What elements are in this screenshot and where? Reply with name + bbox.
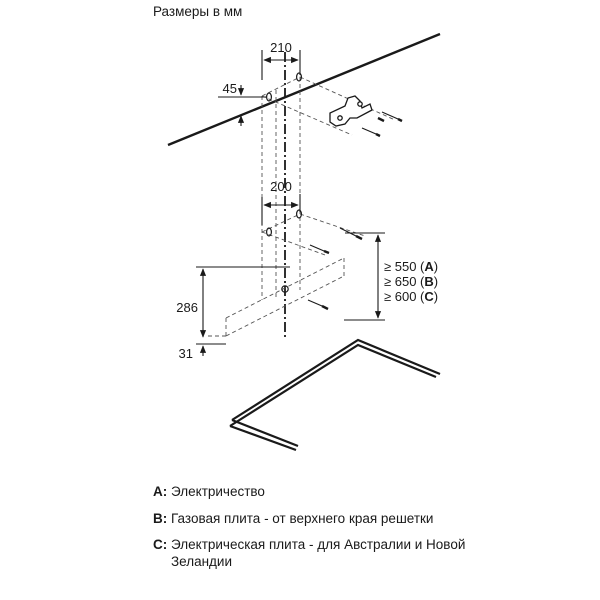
top-screws — [362, 112, 402, 136]
middle-mounting-holes — [267, 210, 302, 236]
legend-item-c — [153, 536, 483, 570]
dimension-200 — [262, 194, 300, 225]
clearance-label-b: ≥ 650 (B) — [384, 274, 439, 289]
legend-item-b — [153, 510, 483, 527]
dim-label-210: 210 — [270, 40, 292, 55]
legend-key-c: C: — [153, 537, 168, 552]
middle-screws — [310, 228, 362, 253]
clearance-label-c: ≥ 600 (C) — [384, 289, 439, 304]
page-title: Размеры в мм — [153, 4, 243, 19]
legend — [153, 483, 483, 579]
legend-text-b: Газовая плита - от верхнего края решетки — [171, 511, 434, 526]
dim-label-45: 45 — [222, 81, 237, 96]
dimension-clearance — [344, 233, 385, 320]
dim-label-200: 200 — [270, 179, 292, 194]
cooktop-outline — [230, 340, 440, 450]
dimension-286 — [196, 267, 290, 337]
clearance-label-a: ≥ 550 (A) — [384, 259, 439, 274]
dim-label-286: 286 — [176, 300, 198, 315]
dim-label-31: 31 — [178, 346, 193, 361]
legend-item-a — [153, 483, 483, 500]
lower-screw — [308, 300, 328, 309]
legend-key-a: A: — [153, 484, 168, 499]
legend-key-b: B: — [153, 511, 168, 526]
dimension-31 — [196, 344, 226, 356]
legend-text-c: Электрическая плита - для Австралии и Новой Зеландии — [171, 537, 466, 569]
legend-text-a: Электричество — [171, 484, 265, 499]
ceiling-line — [168, 34, 440, 145]
top-bracket — [330, 96, 372, 126]
